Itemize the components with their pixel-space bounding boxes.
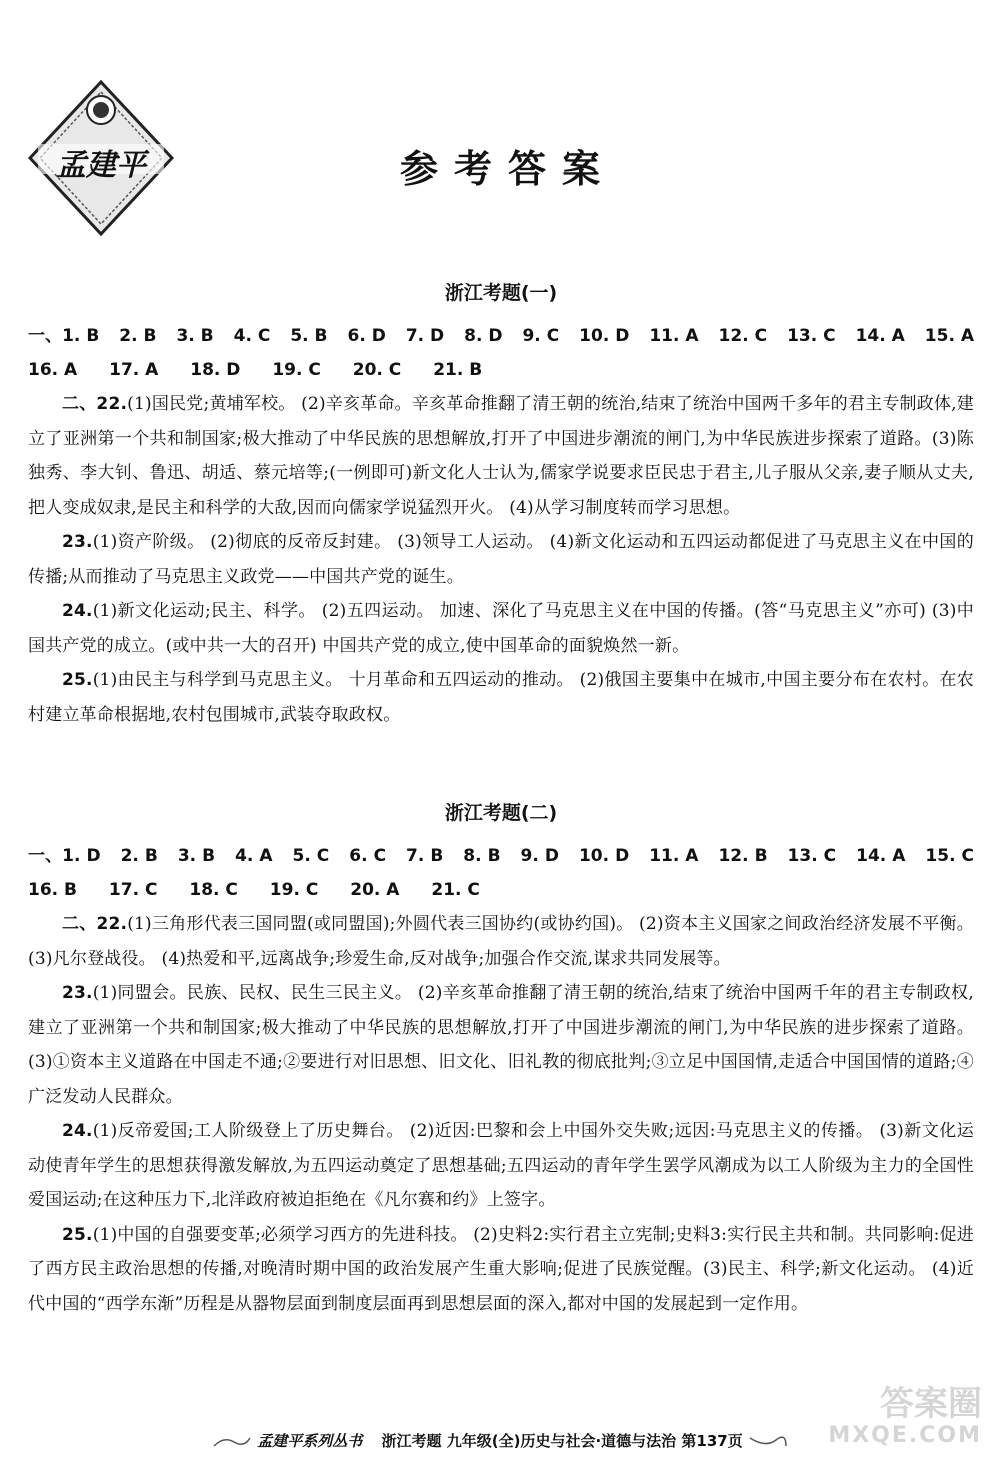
mc-answer: 17. A bbox=[109, 360, 159, 380]
mc-answer: 4. A bbox=[235, 846, 273, 866]
question-number: 25. bbox=[62, 1224, 93, 1245]
mc-answer: 9. D bbox=[520, 846, 559, 866]
mc-answer: 11. A bbox=[649, 326, 699, 346]
mc-answer: 7. B bbox=[406, 846, 444, 866]
mc-answer: 5. C bbox=[292, 846, 330, 866]
mc-answers-line bbox=[28, 353, 974, 387]
mc-answer: 14. A bbox=[856, 846, 906, 866]
answer-text: (1)同盟会。民族、民权、民生三民主义。 (2)辛亥革命推翻了清王朝的统治,结束了统治中国两千年的君主专制政权,建立了亚洲第一个共和制国家;极大推动了中华民族的思想解放,打开了中国进步潮流的闸门,为中华民族的进步探索了道路。(3)①资本主义道路在中国走不通;②要进行对旧思想、旧文化、旧礼教的彻底批判;③立足中国国情,走适合中国国情的道路;④广泛发动人民群众。 bbox=[28, 983, 974, 1107]
mc-answer: 8. B bbox=[463, 846, 501, 866]
mc-answers-line bbox=[28, 839, 974, 873]
footer-series: 孟建平系列丛书 bbox=[257, 1432, 363, 1450]
mc-answer: 10. D bbox=[578, 846, 630, 866]
answer-text: (1)新文化运动;民主、科学。 (2)五四运动。 加速、深化了马克思主义在中国的传播。(答“马克思主义”亦可) (3)中国共产党的成立。(或中共一大的召开) 中国共产党的成立,使中国革命的面貌焕然一新。 bbox=[28, 601, 974, 656]
mc-answer: 9. C bbox=[522, 326, 560, 346]
mc-answer: 12. C bbox=[718, 326, 768, 346]
mc-answer: 5. B bbox=[290, 326, 328, 346]
answer-text: (1)国民党;黄埔军校。 (2)辛亥革命。辛亥革命推翻了清王朝的统治,结束了统治中国两千多年的君主专制政体,建立了亚洲第一个共和制国家;极大推动了中华民族的思想解放,打开了中国进步潮流的闸门,为中华民族进步探索了道路。(3)陈独秀、李大钊、鲁迅、胡适、蔡元培等;(一例即可)新文化人士认为,儒家学说要求臣民忠于君主,儿子服从父亲,妻子顺从丈夫,把人变成奴隶,是民主和科学的大敌,因而向儒家学说猛烈开火。 (4)从学习制度转而学习思想。 bbox=[28, 394, 974, 518]
watermark-title: 答案圈 bbox=[880, 1384, 982, 1424]
mc-answer: 20. C bbox=[352, 360, 402, 380]
footer-text: 浙江考题 九年级(全)历史与社会·道德与法治 第137页 bbox=[381, 1432, 743, 1450]
mc-answer: 3. B bbox=[176, 326, 214, 346]
watermark-url: MXQE.COM bbox=[828, 1423, 982, 1448]
mc-answer: 19. C bbox=[272, 360, 321, 380]
mc-answer: 21. B bbox=[433, 360, 483, 380]
mc-answer: 13. C bbox=[787, 846, 837, 866]
mc-answer: 17. C bbox=[108, 880, 158, 900]
watermark bbox=[772, 1385, 982, 1455]
mc-answer: 18. D bbox=[190, 360, 241, 380]
page-title: 参考答案 bbox=[399, 147, 616, 191]
mc-answer: 11. A bbox=[649, 846, 699, 866]
section-zhejiang-1 bbox=[28, 278, 974, 732]
mc-answer: 2. B bbox=[120, 846, 158, 866]
answer-text: (1)由民主与科学到马克思主义。 十月革命和五四运动的推动。 (2)俄国主要集中在城市,中国主要分布在农村。在农村建立革命根据地,农村包围城市,武装夺取政权。 bbox=[28, 670, 974, 725]
answer-paragraph bbox=[28, 1218, 974, 1322]
mc-answer: 15. A bbox=[924, 326, 975, 346]
answer-paragraph bbox=[28, 907, 974, 976]
mc-answer: 14. A bbox=[855, 326, 905, 346]
mc-answer: 12. B bbox=[718, 846, 768, 866]
answer-paragraph bbox=[28, 976, 974, 1114]
mc-answer: 4. C bbox=[233, 326, 271, 346]
answer-paragraph bbox=[28, 387, 974, 525]
question-number: 25. bbox=[62, 670, 93, 690]
question-number: 23. bbox=[62, 532, 93, 552]
answer-paragraph bbox=[28, 525, 974, 594]
mc-answer: 一、1. D bbox=[28, 846, 101, 866]
answer-paragraph bbox=[28, 663, 974, 732]
question-number: 24. bbox=[62, 601, 93, 621]
section-zhejiang-2 bbox=[28, 798, 974, 1321]
section-title: 浙江考题(二) bbox=[444, 802, 558, 824]
mc-answer: 7. D bbox=[405, 326, 445, 346]
question-number: 23. bbox=[62, 983, 93, 1003]
mc-answer: 21. C bbox=[431, 880, 480, 900]
mc-answer: 19. C bbox=[269, 880, 319, 900]
answer-text: (1)中国的自强要变革;必须学习西方的先进科技。 (2)史料2:实行君主立宪制;史料3:实行民主共和制。共同影响:促进了西方民主政治思想的传播,对晚清时期中国的政治发展产生重大影响;促进了民族觉醒。(3)民主、科学;新文化运动。 (4)近代中国的“西学东渐”历程是从器物层面到制度层面再到思想层面的深入,都对中国的发展起到一定作用。 bbox=[28, 1224, 974, 1314]
mc-answer: 8. D bbox=[464, 326, 503, 346]
question-number: 二、22. bbox=[62, 914, 128, 934]
footer-ornament-left-icon bbox=[212, 1436, 252, 1448]
answer-text: (1)反帝爱国;工人阶级登上了历史舞台。 (2)近因:巴黎和会上中国外交失败;远因:马克思主义的传播。 (3)新文化运动使青年学生的思想获得激发解放,为五四运动奠定了思想基础;五四运动的青年学生罢学风潮成为以工人阶级为主力的全国性爱国运动;在这种压力下,北洋政府被迫拒绝在《凡尔赛和约》上签字。 bbox=[28, 1121, 974, 1210]
mc-answer: 16. B bbox=[28, 880, 77, 900]
section-title: 浙江考题(一) bbox=[444, 282, 558, 304]
mc-answer: 13. C bbox=[787, 326, 836, 346]
mc-answer: 2. B bbox=[119, 326, 157, 346]
mc-answer: 3. B bbox=[177, 846, 216, 866]
answer-text: (1)资产阶级。 (2)彻底的反帝反封建。 (3)领导工人运动。 (4)新文化运动和五四运动都促进了马克思主义在中国的传播;从而推动了马克思主义政党——中国共产党的诞生。 bbox=[28, 532, 974, 587]
mc-answers-line bbox=[28, 319, 974, 353]
page-footer bbox=[160, 1430, 840, 1451]
answer-text: (1)三角形代表三国同盟(或同盟国);外圆代表三国协约(或协约国)。 (2)资本主义国家之间政治经济发展不平衡。 (3)凡尔登战役。 (4)热爱和平,远离战争;珍爱生命,反对战争;加强合作交流,谋求共同发展等。 bbox=[28, 914, 974, 969]
mc-answer: 10. D bbox=[579, 326, 630, 346]
answer-paragraph bbox=[28, 594, 974, 663]
question-number: 24. bbox=[62, 1121, 93, 1141]
mc-answers-line bbox=[28, 873, 974, 907]
answer-paragraph bbox=[28, 1114, 974, 1218]
mc-answer: 18. C bbox=[189, 880, 238, 900]
question-number: 二、22. bbox=[62, 394, 128, 414]
mc-answer: 16. A bbox=[28, 360, 78, 380]
mc-answer: 20. A bbox=[350, 880, 400, 900]
mc-answer: 一、1. B bbox=[28, 326, 100, 346]
logo-text: 孟建平 bbox=[56, 148, 146, 183]
mc-answer: 6. C bbox=[349, 846, 387, 866]
mc-answer: 6. D bbox=[347, 326, 386, 346]
mc-answer: 15. C bbox=[925, 846, 975, 866]
